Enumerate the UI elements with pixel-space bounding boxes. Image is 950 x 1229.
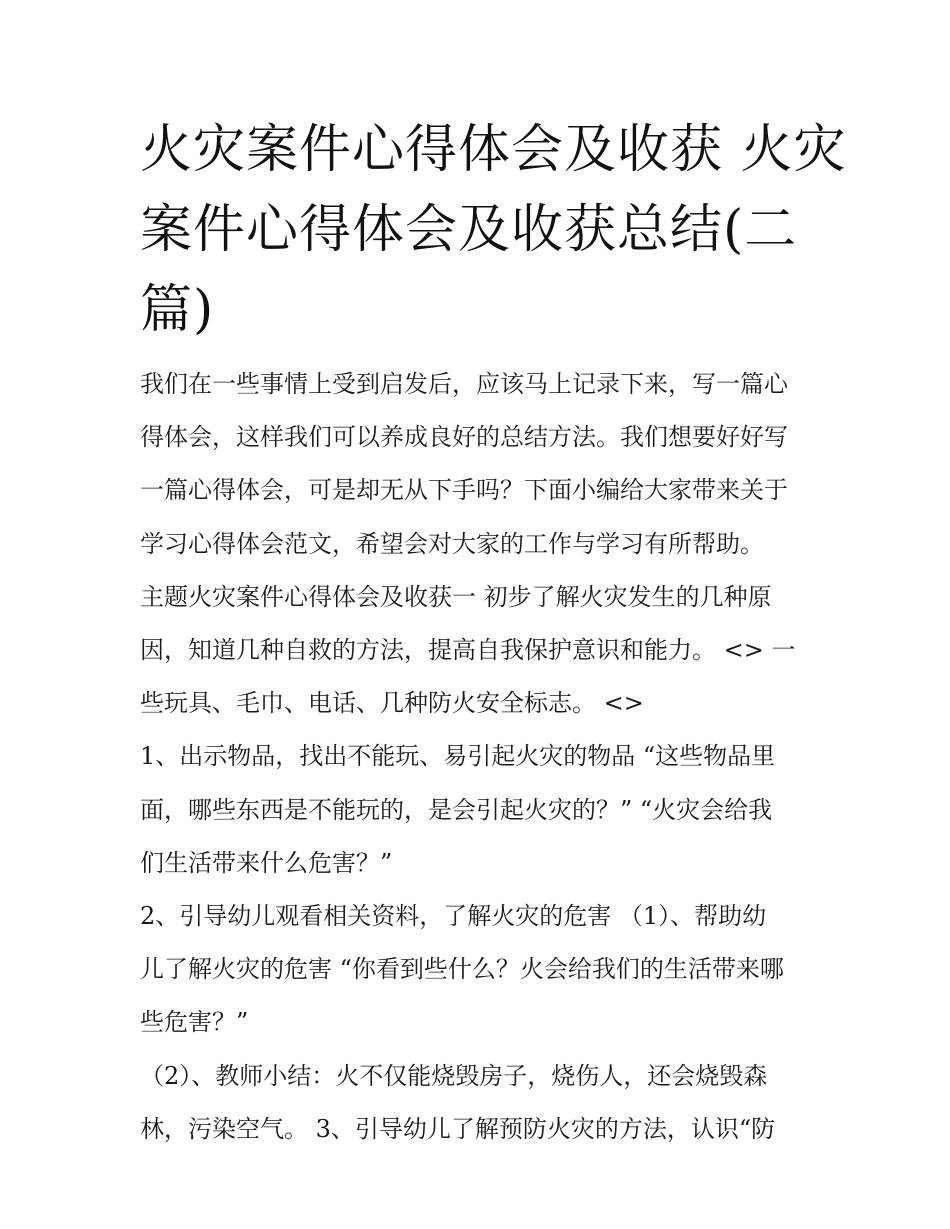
body-line: 一篇心得体会，可是却无从下手吗？下面小编给大家带来关于 [140,476,788,505]
title-line: 火灾案件心得体会及收获 火灾 [140,120,847,180]
body-line: 们生活带来什么危害？” [140,848,393,877]
body-line: 儿了解火灾的危害 “你看到些什么？火会给我们的生活带来哪 [140,955,784,984]
body-line: 因，知道几种自救的方法，提高自我保护意识和能力。 <> 一 [140,636,796,665]
title-line: 篇) [140,280,215,340]
body-line: 林，污染空气。 3、引导幼儿了解预防火灾的方法，认识“防 [140,1114,776,1143]
body-line: 些玩具、毛巾、电话、几种防火安全标志。 <> [140,689,644,718]
body-line: 些危害？” [140,1008,249,1037]
document-body [140,358,820,1156]
body-line: 得体会，这样我们可以养成良好的总结方法。我们想要好好写 [140,423,788,452]
body-line: 学习心得体会范文，希望会对大家的工作与学习有所帮助。 [140,529,764,558]
body-line: 面，哪些东西是不能玩的，是会引起火灾的？” “火灾会给我 [140,795,773,824]
body-line: 1、出示物品，找出不能玩、易引起火灾的物品 “这些物品里 [140,742,776,771]
body-line: 2、引导幼儿观看相关资料，了解火灾的危害 （1）、帮助幼 [140,902,767,931]
document-title [140,110,847,350]
body-line: 主题火灾案件心得体会及收获一 初步了解火灾发生的几种原 [140,582,772,611]
body-line: （2）、教师小结：火不仅能烧毁房子，烧伤人，还会烧毁森 [140,1061,768,1090]
body-line: 我们在一些事情上受到启发后，应该马上记录下来，写一篇心 [140,370,788,398]
title-line: 案件心得体会及收获总结(二 [140,200,798,260]
